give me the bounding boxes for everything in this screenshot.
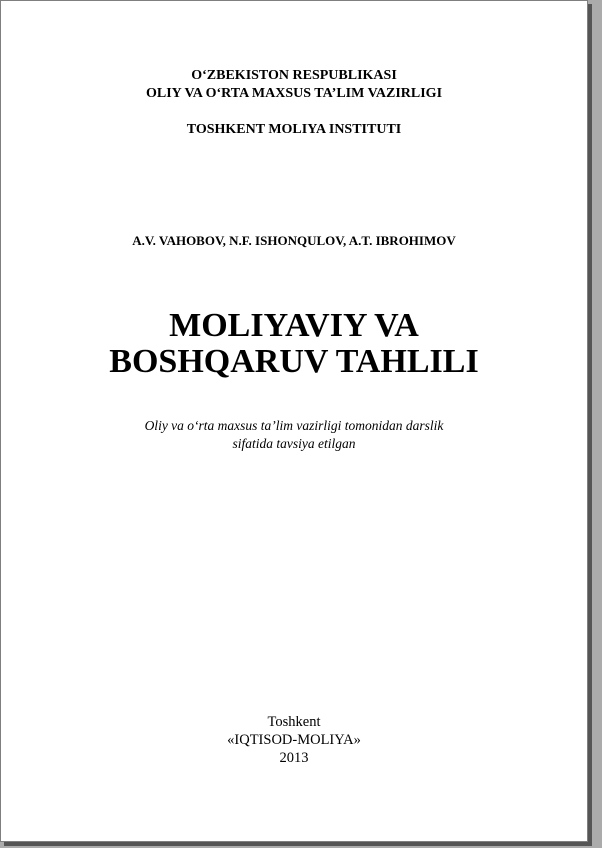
country-line: O‘ZBEKISTON RESPUBLIKASI: [191, 68, 397, 83]
subtitle-line-1: Oliy va o‘rta maxsus ta’lim vazirligi tomonidan darslik: [144, 418, 444, 433]
subtitle-line-2: sifatida tavsiya etilgan: [232, 436, 356, 451]
title-line-1: MOLIYAVIY VA: [169, 307, 419, 344]
ministry-line: OLIY VA O‘RTA MAXSUS TA’LIM VAZIRLIGI: [145, 86, 443, 101]
imprint-year: 2013: [279, 750, 309, 766]
authors-line: A.V. VAHOBOV, N.F. ISHONQULOV, A.T. IBROHIMOV: [132, 233, 456, 248]
institute-line: TOSHKENT MOLIYA INSTITUTI: [186, 122, 402, 137]
imprint-publisher: «IQTISOD-MOLIYA»: [227, 732, 361, 748]
title-line-2: BOSHQARUV TAHLILI: [109, 343, 479, 380]
imprint-city: Toshkent: [267, 714, 321, 730]
